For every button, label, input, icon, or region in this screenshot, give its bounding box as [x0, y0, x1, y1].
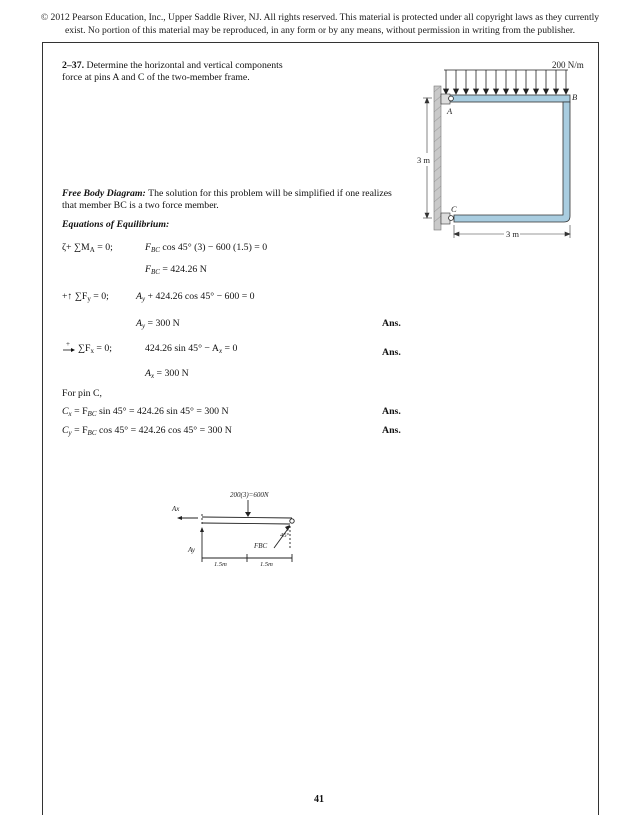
point-a-label: A: [447, 106, 453, 116]
eq3-body-post: + 424.26 cos 45° − 600 = 0: [147, 291, 255, 302]
point-b-label: B: [572, 92, 578, 102]
eq4-post: = 300 N: [147, 318, 180, 329]
copyright-line-1: © 2012 Pearson Education, Inc., Upper Saddle River, NJ. All rights reserved. This material is protected under all copyright laws as they currently: [40, 12, 600, 23]
distributed-load-arrows: [444, 70, 569, 94]
sketch-fbc: FBC: [254, 542, 268, 550]
eq7: [62, 406, 229, 420]
equations-heading: Equations of Equilibrium:: [62, 219, 170, 230]
load-label: 200 N/m: [552, 60, 584, 70]
fbd-line-1: [62, 188, 392, 200]
sketch-dim2: 1.5m: [260, 561, 273, 568]
eq5-label-sub: x: [90, 347, 94, 355]
eq7-ans: Ans.: [382, 406, 401, 417]
eq5-label-text: ∑F: [78, 343, 91, 354]
eq1-body-post: cos 45° (3) − 600 (1.5) = 0: [162, 242, 268, 253]
eq3-body: [136, 291, 255, 305]
copyright-notice: [20, 12, 620, 37]
problem-text-1: Determine the horizontal and vertical components: [86, 60, 283, 71]
eq7-post: sin 45° = 424.26 sin 45° = 300 N: [98, 406, 229, 417]
eq2-pre: F: [145, 264, 151, 275]
sketch-angle: 45°: [280, 532, 290, 539]
fbd-text-1: The solution for this problem will be simplified if one realizes: [148, 188, 392, 199]
plus-right-arrow-icon: [62, 340, 76, 354]
eq4: [136, 318, 180, 332]
eq5-label: [78, 343, 112, 357]
problem-statement-line-2: force at pins A and C of the two-member frame.: [62, 72, 250, 83]
eq5-body-pre: 424.26 sin 45° − A: [145, 343, 219, 354]
sketch-ay: Ay: [188, 546, 195, 554]
eq6-pre: A: [145, 368, 151, 379]
pin-a: [449, 96, 454, 101]
eq5-body-sub: x: [218, 347, 223, 355]
eq5-body: [145, 343, 237, 357]
sketch-load: 200(3)=600N: [230, 491, 269, 499]
eq8-ans: Ans.: [382, 425, 401, 436]
eq5-ans: Ans.: [382, 347, 401, 358]
eq8-mid: = F: [74, 425, 88, 436]
height-label: 3 m: [417, 155, 430, 165]
eq3-body-sub: y: [141, 295, 146, 303]
svg-text:+: +: [66, 340, 70, 348]
wall-support: [434, 86, 441, 230]
eq2-sub: BC: [150, 268, 160, 276]
point-c-label: C: [451, 204, 457, 214]
sketch-dim1: 1.5m: [214, 561, 227, 568]
problem-statement-line-1: [62, 60, 283, 72]
eq5-label-eq: = 0;: [96, 343, 112, 354]
eq3-label-sub: y: [87, 295, 91, 303]
fbd-line-2: that member BC is a two force member.: [62, 200, 219, 211]
eq1-body-pre: F: [145, 242, 151, 253]
eq6-sub: x: [150, 372, 155, 380]
pin-c-heading: For pin C,: [62, 388, 103, 399]
frame-figure: [412, 56, 590, 242]
sketch-ax: Ax: [172, 505, 180, 513]
width-label: 3 m: [506, 229, 519, 239]
eq4-ans: Ans.: [382, 318, 401, 329]
fbd-heading: Free Body Diagram:: [62, 188, 146, 199]
eq7-sub: x: [68, 410, 72, 418]
eq2: [145, 264, 207, 278]
eq1-label-sub: A: [89, 246, 95, 254]
eq3-label: [62, 291, 109, 305]
eq8-sub: y: [68, 429, 72, 437]
eq6-post: = 300 N: [156, 368, 189, 379]
member-ab: [448, 95, 570, 102]
eq1-body-sub: BC: [150, 246, 160, 254]
eq8-pre: C: [62, 425, 69, 436]
eq7-mid: = F: [74, 406, 88, 417]
eq2-post: = 424.26 N: [162, 264, 207, 275]
member-bc: [454, 102, 570, 222]
problem-number: 2–37.: [62, 60, 85, 71]
eq1-label-eq: = 0;: [97, 242, 113, 253]
pin-c: [449, 216, 454, 221]
eq7-sub2: BC: [87, 410, 97, 418]
eq8-sub2: BC: [87, 429, 97, 437]
eq7-pre: C: [62, 406, 69, 417]
fbd-sketch: [168, 486, 308, 570]
copyright-line-2: exist. No portion of this material may be reproduced, in any form or by any means, without permission in writing from the publisher.: [65, 24, 575, 36]
eq5-body-post: = 0: [224, 343, 238, 354]
eq8-post: cos 45° = 424.26 cos 45° = 300 N: [98, 425, 232, 436]
eq3-label-text: +↑ ∑F: [62, 291, 88, 302]
eq1-body: [145, 242, 267, 256]
eq4-sub: y: [141, 322, 146, 330]
page-number: 41: [314, 794, 324, 805]
eq6: [145, 368, 189, 382]
eq8: [62, 425, 232, 439]
eq3-body-pre: A: [136, 291, 142, 302]
eq1-label: [62, 242, 113, 256]
eq3-label-eq: = 0;: [93, 291, 109, 302]
eq1-label-text: ζ+ ∑M: [62, 242, 90, 253]
eq4-pre: A: [136, 318, 142, 329]
